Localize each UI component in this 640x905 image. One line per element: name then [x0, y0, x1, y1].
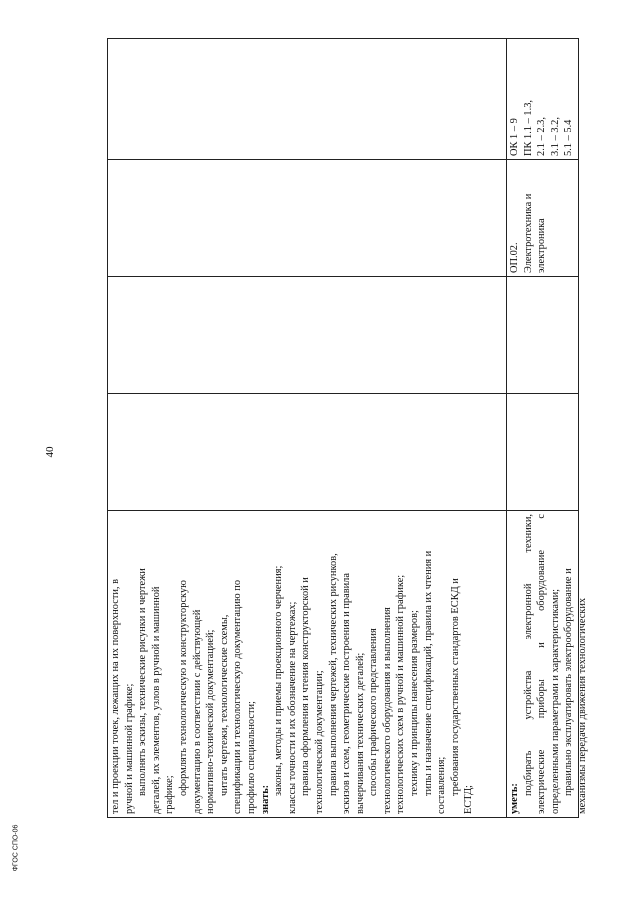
- row1-content-line: составления;: [436, 756, 448, 814]
- row1-content-line: технологических схем в ручной и машинной графике;: [395, 574, 407, 814]
- row2-content-cell: [506, 510, 588, 818]
- row1-content-line: профилю специальности;: [245, 701, 257, 814]
- row2-discipline-cell: [506, 159, 579, 277]
- row1-discipline-cell: [107, 276, 507, 394]
- row2-content-line: правильно эксплуатировать электрооборудование и: [563, 568, 575, 796]
- row1-content-line: ЕСТД;: [463, 785, 475, 814]
- row1-content-line: способы графического представления: [368, 628, 380, 796]
- row2-content-line: электрические приборы и оборудование с: [536, 514, 548, 814]
- row2-competencies-cell: [506, 38, 579, 160]
- competency-line-2: ПК 1.1 – 1.3,: [522, 100, 534, 156]
- row1-content-line: оформлять технологическую и конструкторскую: [177, 580, 189, 796]
- table-viewport: [107, 38, 588, 818]
- row1-content-line: технологической документации;: [313, 670, 325, 814]
- row1-content-line: деталей, их элементов, узлов в ручной и машинной: [150, 586, 162, 814]
- row1-content-line: технику и принципы нанесения размеров;: [409, 610, 421, 796]
- row1-content-line: эскизов и схем, геометрические построения и правила: [341, 573, 353, 814]
- standards-table: [107, 38, 588, 818]
- row2-spare-cell: [506, 276, 579, 394]
- row1-content-line: тел и проекции точек, лежащих на их поверхности, в: [110, 578, 121, 814]
- row2-content-line: механизмы передачи движения технологических: [576, 597, 588, 814]
- row1-content-line: читать чертежи, технологические схемы,: [218, 614, 230, 796]
- row1-content-line: технологического оборудования и выполнения: [381, 607, 393, 814]
- row1-content-line: выполнять эскизы, технические рисунки и чертежи: [137, 568, 149, 796]
- footer-mark: ФГОС СПО-06: [12, 824, 20, 872]
- row1-content-line: знать:: [259, 784, 271, 814]
- row1-content-line: нормативно-технической документацией;: [205, 629, 217, 814]
- discipline-code: ОП.02.: [509, 242, 520, 273]
- row1-content-line: вычерчивания технических деталей;: [354, 652, 366, 814]
- row1-content-line: графике;: [164, 775, 176, 814]
- row1-content-line: типы и назначение спецификаций, правила их чтения и: [422, 550, 434, 796]
- competency-line-3: 2.1 – 2.3,: [536, 117, 548, 156]
- row1-content-line: документацию в соответствии с действующей: [191, 609, 203, 814]
- row1-index-cell: [107, 159, 507, 277]
- row1-content-line: ручной и машинной графике;: [123, 683, 135, 814]
- row2-content-line: определенными параметрами и характеристиками;: [549, 588, 561, 814]
- row1-content-cell: [107, 510, 507, 818]
- row1-content-line: правила оформления и чтения конструкторской и: [300, 577, 312, 796]
- page-number: 40: [44, 446, 56, 458]
- competency-line-4: 3.1 – 3.2,: [549, 117, 561, 156]
- competency-line-1: ОК 1 – 9: [509, 118, 520, 156]
- row2-content-line: подбирать устройства электронной техники,: [522, 514, 534, 796]
- competency-line-5: 5.1 – 5.4: [563, 119, 575, 156]
- row2-content-lines: [508, 514, 590, 814]
- discipline-name-line-1: Электротехника и: [522, 193, 534, 273]
- row1-hours-cell: [107, 393, 507, 511]
- row1-content-line: требования государственных стандартов ЕСКД и: [449, 578, 461, 796]
- row2-content-line: уметь:: [509, 783, 520, 814]
- row1-content-lines: [109, 514, 476, 814]
- row1-competencies-cell: [107, 38, 507, 160]
- row1-content-line: законы, методы и приемы проекционного черчения;: [273, 565, 285, 796]
- row1-content-line: правила выполнения чертежей, технических рисунков,: [327, 553, 339, 796]
- row2-hours-cell: [506, 393, 579, 511]
- discipline-name-line-2: электроника: [536, 218, 548, 273]
- row1-content-line: классы точности и их обозначение на чертежах;: [286, 601, 298, 814]
- row1-content-line: спецификации и технологическую документацию по: [232, 579, 244, 814]
